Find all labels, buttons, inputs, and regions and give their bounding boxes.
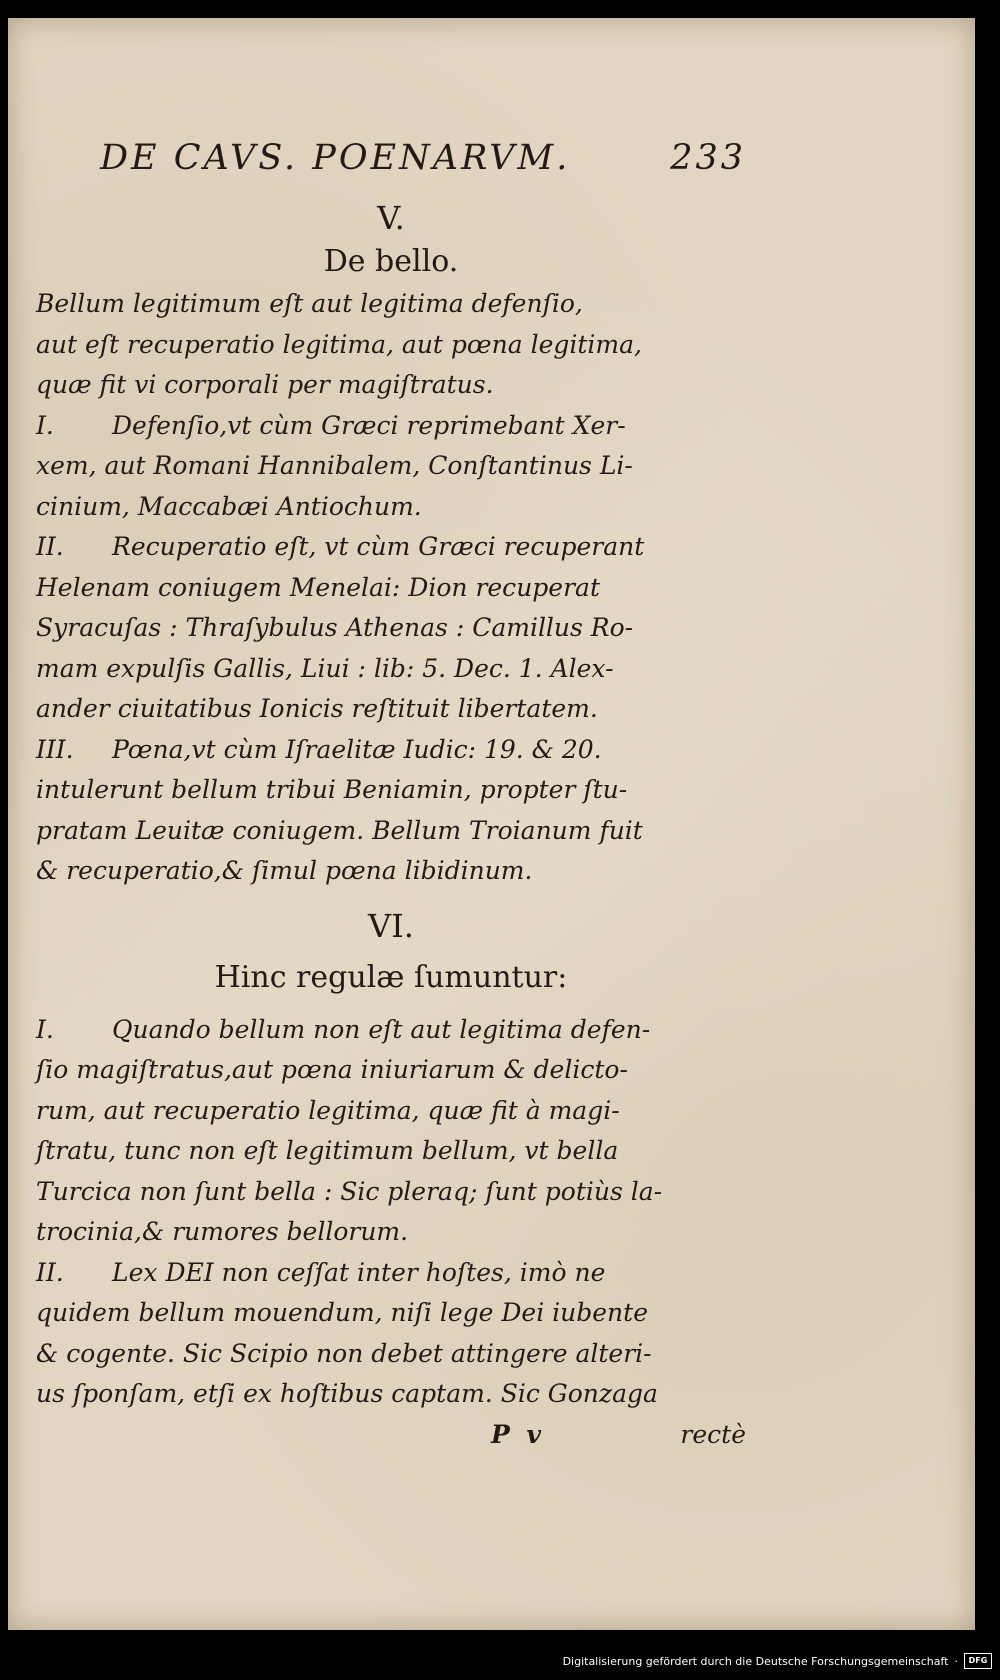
- text-line: Turcica non ſunt bella : Sic pleraq; ſunt potiùs la-: [36, 1176, 663, 1206]
- section-6-number: VI.: [368, 906, 414, 945]
- section-5-number: V.: [377, 199, 405, 237]
- text-line: cinium, Maccabæi Antiochum.: [36, 491, 422, 521]
- section-6-title: Hinc regulæ ſumuntur:: [214, 959, 568, 995]
- text-line: pratam Leuitæ coniugem. Bellum Troianum fuit: [36, 815, 643, 845]
- text-line: Defenſio,vt cùm Græci reprimebant Xer-: [112, 410, 626, 440]
- text-line: trocinia,& rumores bellorum.: [36, 1217, 409, 1246]
- text-line: intulerunt bellum tribui Beniamin, propter ſtu-: [36, 775, 628, 804]
- running-title: DE CAVS. POENARVM.: [100, 138, 571, 178]
- item-number: III.: [36, 734, 74, 764]
- dfg-logo-icon: DFG: [964, 1653, 992, 1669]
- page-number: 233: [670, 138, 746, 178]
- text-line: xem, aut Romani Hannibalem, Conſtantinus Li-: [36, 451, 633, 480]
- text-line: Lex DEI non ceſſat inter hoſtes, imò ne: [112, 1257, 606, 1287]
- section-6-item-1: [36, 1010, 746, 1253]
- footer-credit: Digitalisierung gefördert durch die Deutsche Forschungsgemeinschaft: [562, 1654, 949, 1668]
- page-text: [36, 138, 746, 1455]
- text-line: aut eſt recuperatio legitima, aut pœna legitima,: [36, 329, 642, 359]
- text-line: us ſponſam, etſi ex hoſtibus captam. Sic Gonzaga: [36, 1379, 658, 1408]
- item-number: II.: [36, 1257, 64, 1287]
- text-line: quæ fit vi corporali per magiſtratus.: [36, 370, 494, 399]
- section-5-title: De bello.: [323, 244, 459, 279]
- digitization-footer: Digitalisierung gefördert durch die Deutsche Forschungsgemeinschaft · DFG: [563, 1650, 992, 1672]
- book-page: [8, 18, 975, 1630]
- section-5-item-1: [36, 406, 746, 528]
- running-head: [36, 138, 746, 190]
- section-5-item-3: [36, 730, 746, 892]
- item-number: I.: [36, 410, 54, 440]
- catchword: rectè: [680, 1419, 746, 1449]
- text-line: rum, aut recuperatio legitima, quæ fit à magi-: [36, 1095, 620, 1125]
- text-line: Pœna,vt cùm Iſraelitæ Iudic: 19. & 20.: [112, 734, 602, 764]
- text-line: & recuperatio,& ſimul pœna libidinum.: [36, 856, 533, 885]
- text-line: mam expulſis Gallis, Liui : lib: 5. Dec. 1. Alex-: [36, 653, 614, 683]
- text-line: & cogente. Sic Scipio non debet attingere alteri-: [36, 1338, 652, 1368]
- item-number: I.: [36, 1014, 54, 1044]
- text-line: quidem bellum mouendum, niſi lege Dei iubente: [36, 1298, 648, 1327]
- text-line: Helenam coniugem Menelai: Dion recuperat: [36, 572, 600, 602]
- text-line: Syracuſas : Thraſybulus Athenas : Camillus Ro-: [36, 613, 634, 642]
- section-5-intro: [36, 284, 746, 406]
- text-line: ander ciuitatibus Ionicis reſtituit libertatem.: [36, 694, 598, 723]
- section-5-item-2: [36, 527, 746, 730]
- text-line: Recuperatio eſt, vt cùm Græci recuperant: [112, 532, 645, 561]
- text-line: ſtratu, tunc non eſt legitimum bellum, vt bella: [36, 1136, 619, 1165]
- catchline: [36, 1415, 746, 1455]
- text-line: ſio magiſtratus,aut pœna iniuriarum & delicto-: [36, 1055, 628, 1084]
- text-line: Quando bellum non eſt aut legitima defen-: [112, 1014, 651, 1044]
- signature-mark: P v: [491, 1419, 546, 1449]
- text-line: Bellum legitimum eſt aut legitima defenſio,: [36, 289, 583, 318]
- item-number: II.: [36, 532, 64, 561]
- section-6-item-2: [36, 1253, 746, 1415]
